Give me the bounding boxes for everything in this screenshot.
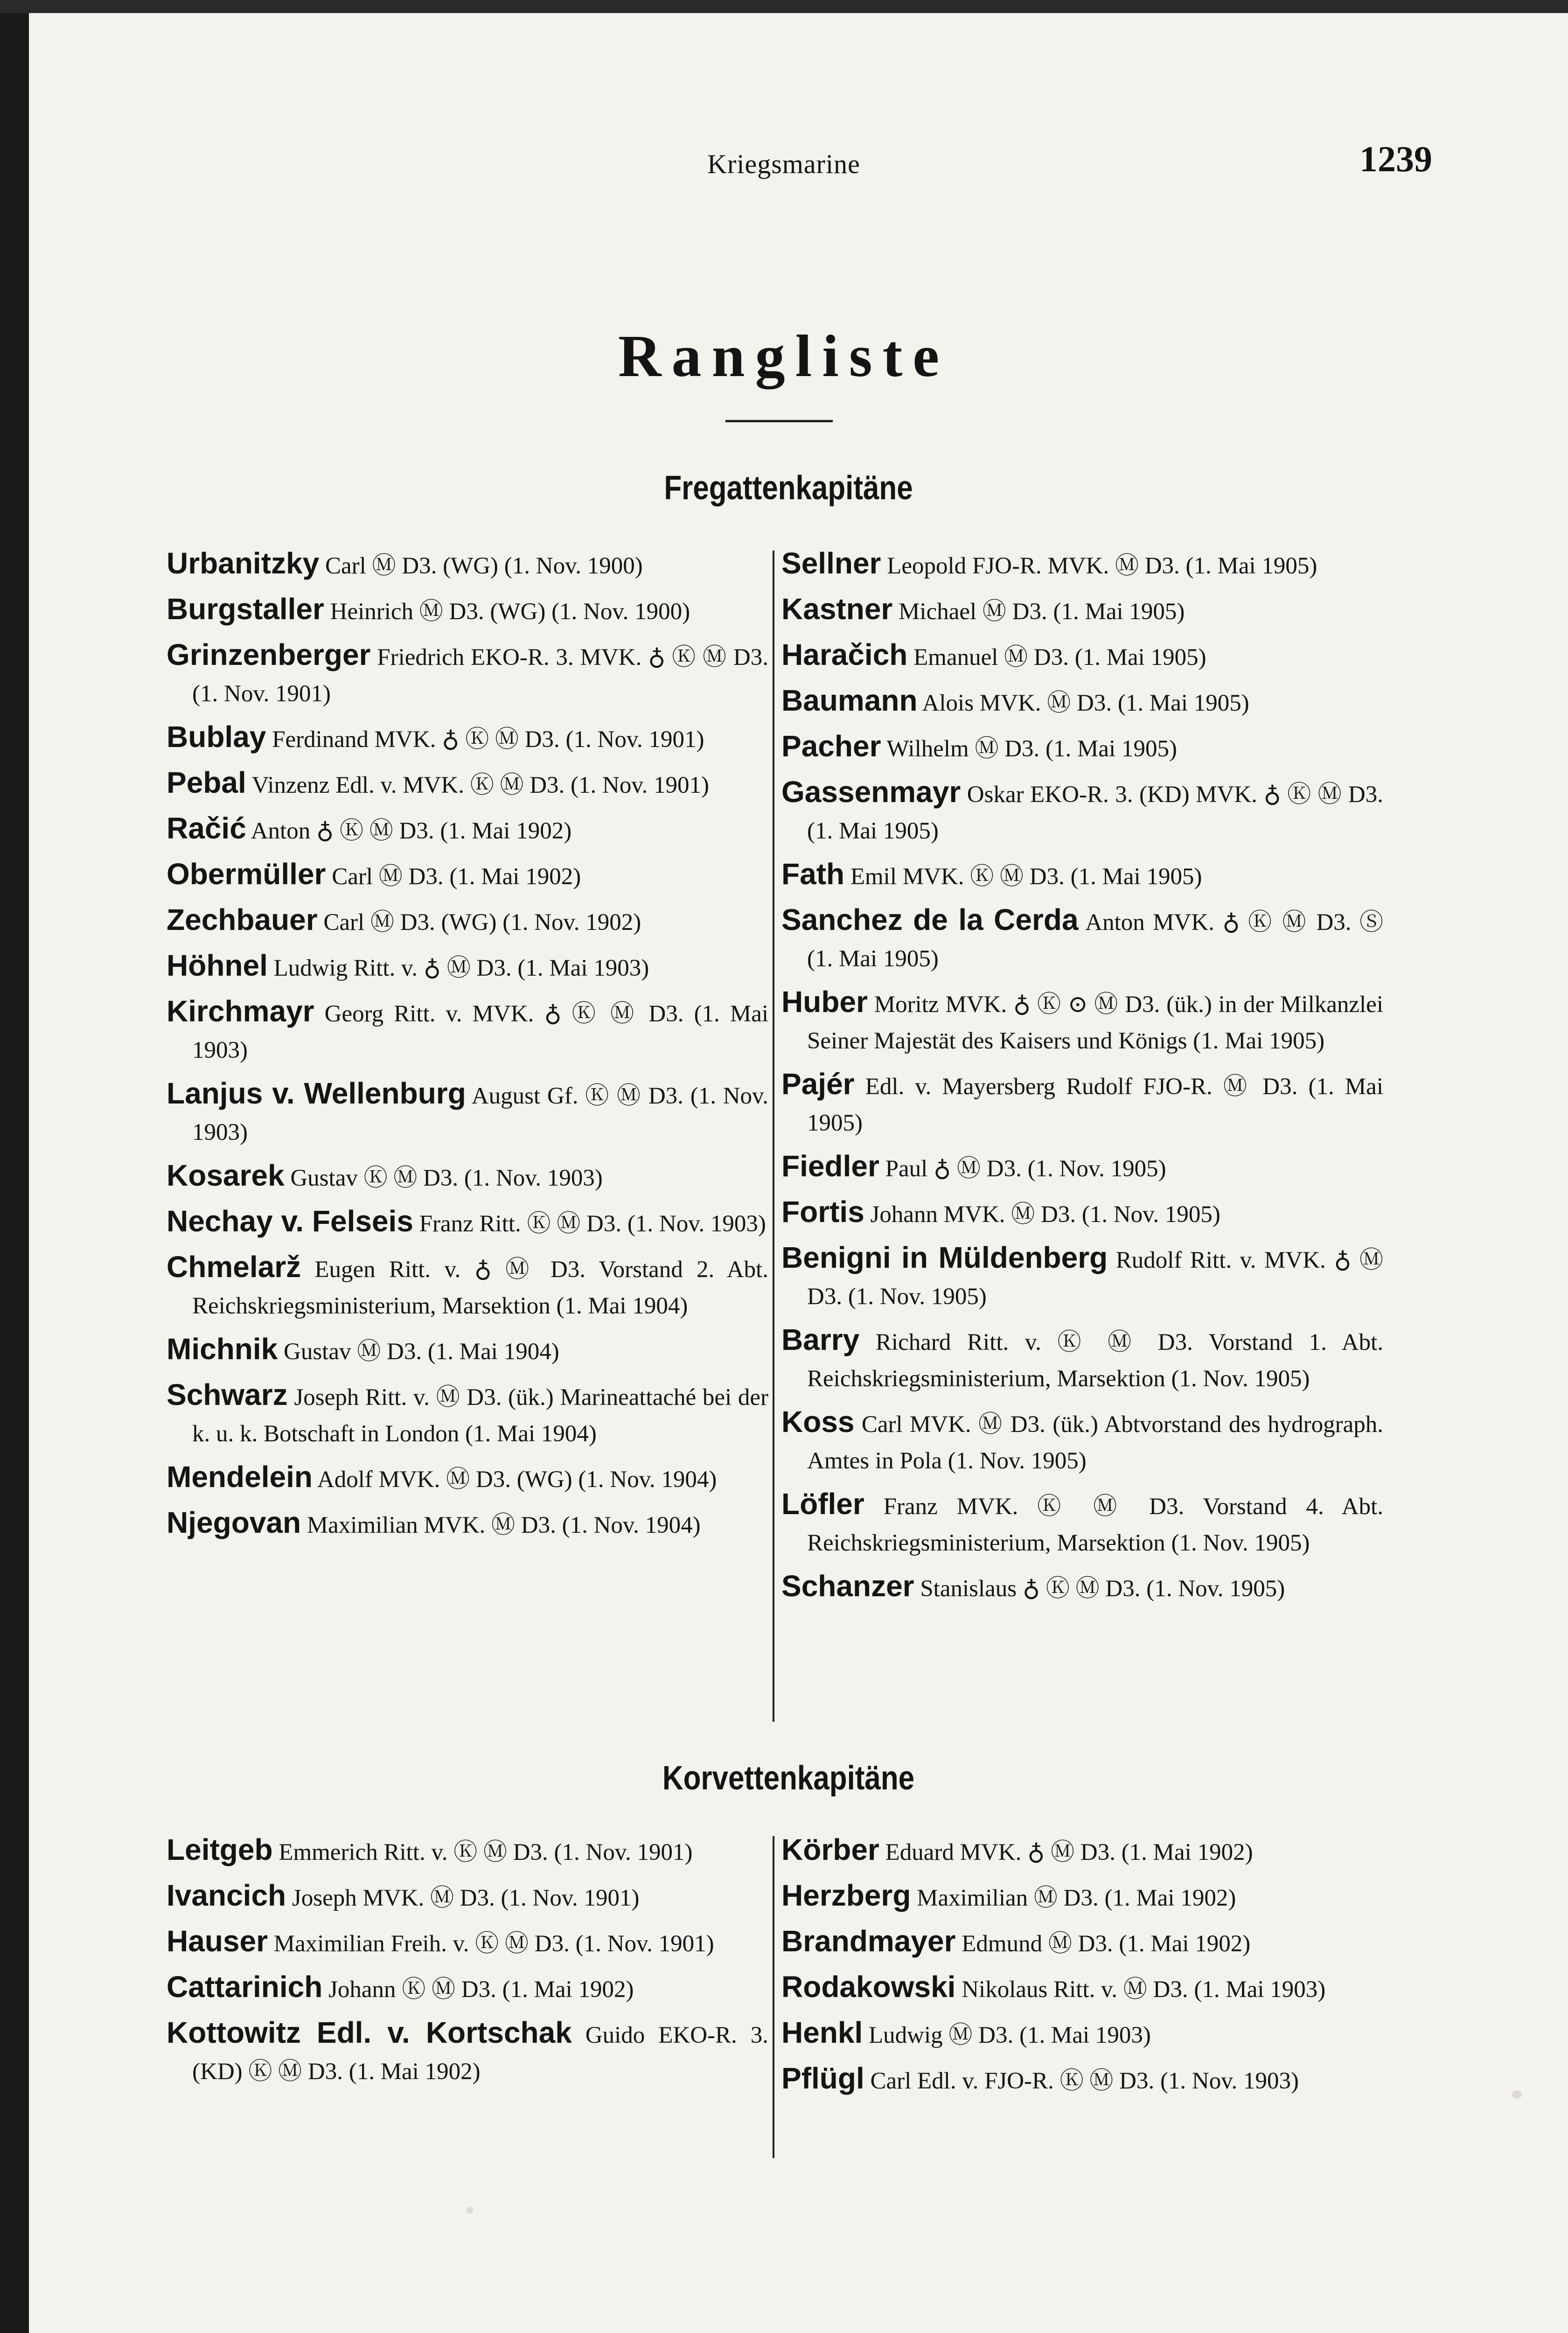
officer-surname: Schwarz <box>167 1378 288 1411</box>
roster-entry <box>781 591 1383 630</box>
officer-details: Johann Ⓚ Ⓜ D3. (1. Mai 1902) <box>328 1977 634 2003</box>
officer-details: Wilhelm Ⓜ D3. (1. Mai 1905) <box>886 736 1177 762</box>
officer-details: Franz Ritt. Ⓚ Ⓜ D3. (1. Nov. 1903) <box>419 1211 766 1237</box>
section-heading-korvettenkapitaene: Korvettenkapitäne <box>662 1760 915 1797</box>
officer-surname: Koss <box>781 1405 855 1439</box>
officer-surname: Cattarinich <box>167 1970 323 2004</box>
officer-details: Edmund Ⓜ D3. (1. Mai 1902) <box>962 1931 1251 1957</box>
roster-entry <box>781 1321 1383 1397</box>
officer-surname: Pebal <box>167 766 246 799</box>
officer-surname: Chmelarž <box>167 1250 301 1284</box>
title-rule <box>725 420 833 422</box>
officer-details: Paul ♁ Ⓜ D3. (1. Nov. 1905) <box>885 1156 1166 1182</box>
roster-entry <box>781 1239 1383 1315</box>
fregatten-left-column <box>167 545 768 1550</box>
roster-entry <box>167 591 768 630</box>
section-heading-fregattenkapitaene: Fregattenkapitäne <box>664 469 913 507</box>
officer-details: Maximilian Ⓜ D3. (1. Mai 1902) <box>917 1885 1236 1911</box>
roster-entry <box>781 1194 1383 1233</box>
officer-surname: Sellner <box>781 546 881 580</box>
officer-surname: Brandmayer <box>781 1924 956 1958</box>
roster-entry <box>781 1969 1383 2008</box>
officer-details: Rudolf Ritt. v. MVK. ♁ Ⓜ D3. (1. Nov. 1905) <box>807 1247 1384 1310</box>
roster-entry <box>167 545 768 584</box>
officer-surname: Huber <box>781 985 868 1019</box>
roster-entry <box>781 636 1383 676</box>
officer-details: Johann MVK. Ⓜ D3. (1. Nov. 1905) <box>870 1201 1220 1228</box>
officer-details: Michael Ⓜ D3. (1. Mai 1905) <box>899 599 1185 625</box>
roster-entry <box>781 1877 1383 1916</box>
roster-entry <box>167 1075 768 1151</box>
fregatten-right-column <box>781 545 1383 1614</box>
page-number: 1239 <box>1359 139 1432 179</box>
officer-surname: Fiedler <box>781 1149 879 1183</box>
officer-surname: Schanzer <box>781 1569 914 1603</box>
page-title: Rangliste <box>618 323 949 389</box>
officer-surname: Zechbauer <box>167 903 318 936</box>
officer-surname: Kastner <box>781 592 893 626</box>
roster-entry <box>167 764 768 803</box>
roster-entry <box>167 1157 768 1196</box>
officer-surname: Račić <box>167 811 246 845</box>
officer-details: Franz MVK. Ⓚ Ⓜ D3. Vorstand 4. Abt. Reichskriegsministerium, Marsektion (1. Nov. 1905) <box>807 1494 1383 1556</box>
officer-surname: Höhnel <box>167 949 268 982</box>
officer-details: Friedrich EKO-R. 3. MVK. ♁ Ⓚ Ⓜ D3. (1. Nov. 1901) <box>192 644 769 707</box>
officer-surname: Körber <box>781 1833 879 1866</box>
roster-entry <box>781 984 1383 1059</box>
officer-surname: Henkl <box>781 2016 863 2049</box>
roster-entry <box>781 2060 1383 2099</box>
officer-surname: Rodakowski <box>781 1970 956 2004</box>
roster-entry <box>167 1459 768 1498</box>
officer-details: Emil MVK. Ⓚ Ⓜ D3. (1. Mai 1905) <box>850 864 1202 890</box>
roster-entry <box>781 1404 1383 1479</box>
officer-details: Carl Ⓜ D3. (1. Mai 1902) <box>332 864 581 890</box>
officer-details: Ludwig Ritt. v. ♁ Ⓜ D3. (1. Mai 1903) <box>273 955 649 981</box>
officer-surname: Burgstaller <box>167 592 324 626</box>
officer-surname: Gassenmayr <box>781 775 961 809</box>
officer-details: Oskar EKO-R. 3. (KD) MVK. ♁ Ⓚ Ⓜ D3. (1. Mai 1905) <box>807 782 1384 844</box>
officer-details: Maximilian Freih. v. Ⓚ Ⓜ D3. (1. Nov. 1901) <box>273 1931 714 1957</box>
officer-surname: Löfler <box>781 1487 864 1521</box>
officer-details: Eugen Ritt. v. ♁ Ⓜ D3. Vorstand 2. Abt. Reichskriegsministerium, Marsektion (1. Mai 1904) <box>192 1257 768 1319</box>
officer-details: Richard Ritt. v. Ⓚ Ⓜ D3. Vorstand 1. Abt. Reichskriegsministerium, Marsektion (1. Nov. 1905) <box>807 1329 1383 1392</box>
roster-entry <box>781 682 1383 721</box>
roster-entry <box>781 774 1383 849</box>
roster-entry <box>167 1331 768 1370</box>
officer-surname: Kosarek <box>167 1159 285 1192</box>
korvetten-left-column <box>167 1831 768 2096</box>
roster-entry <box>781 1148 1383 1187</box>
officer-details: Carl Edl. v. FJO-R. Ⓚ Ⓜ D3. (1. Nov. 1903) <box>870 2068 1299 2094</box>
roster-entry <box>781 1568 1383 1607</box>
page-top-edge <box>0 0 1568 13</box>
page-binding-edge <box>0 0 29 2333</box>
running-title: Kriegsmarine <box>707 149 860 179</box>
officer-surname: Urbanitzky <box>167 546 320 580</box>
paper-speck <box>1512 2090 1522 2099</box>
officer-details: Carl MVK. Ⓜ D3. (ük.) Abtvorstand des hydrograph. Amtes in Pola (1. Nov. 1905) <box>807 1411 1383 1474</box>
roster-entry <box>781 545 1383 584</box>
officer-surname: Kottowitz Edl. v. Kortschak <box>167 2016 572 2049</box>
officer-details: Vinzenz Edl. v. MVK. Ⓚ Ⓜ D3. (1. Nov. 1901) <box>251 772 710 798</box>
roster-entry <box>167 947 768 986</box>
column-divider <box>773 551 774 1722</box>
officer-details: Leopold FJO-R. MVK. Ⓜ D3. (1. Mai 1905) <box>887 553 1317 579</box>
officer-surname: Leitgeb <box>167 1833 273 1866</box>
roster-entry <box>781 2014 1383 2054</box>
officer-details: Joseph Ritt. v. Ⓜ D3. (ük.) Marineattaché bei der k. u. k. Botschaft in London (1. Mai 1904) <box>192 1384 768 1447</box>
officer-surname: Haračich <box>781 638 908 671</box>
korvetten-right-column <box>781 1831 1383 2106</box>
roster-entry <box>167 1831 768 1871</box>
officer-surname: Baumann <box>781 684 918 717</box>
officer-details: Emmerich Ritt. v. Ⓚ Ⓜ D3. (1. Nov. 1901) <box>279 1839 693 1865</box>
officer-details: Moritz MVK. ♁ Ⓚ ⊙ Ⓜ D3. (ük.) in der Milkanzlei Seiner Majestät des Kaisers und Königs (1. Mai 1905) <box>807 992 1383 1054</box>
roster-entry <box>167 993 768 1069</box>
officer-surname: Lanjus v. Wellenburg <box>167 1076 466 1110</box>
officer-surname: Sanchez de la Cerda <box>781 903 1079 936</box>
roster-entry <box>781 1831 1383 1871</box>
officer-details: Adolf MVK. Ⓜ D3. (WG) (1. Nov. 1904) <box>317 1467 717 1493</box>
officer-surname: Benigni in Müldenberg <box>781 1241 1108 1274</box>
officer-details: Gustav Ⓜ D3. (1. Mai 1904) <box>284 1339 559 1365</box>
roster-entry <box>167 810 768 849</box>
roster-entry <box>781 728 1383 767</box>
officer-details: Nikolaus Ritt. v. Ⓜ D3. (1. Mai 1903) <box>962 1977 1326 2003</box>
officer-details: August Gf. Ⓚ Ⓜ D3. (1. Nov. 1903) <box>192 1083 768 1146</box>
officer-surname: Obermüller <box>167 857 326 891</box>
officer-details: Emanuel Ⓜ D3. (1. Mai 1905) <box>913 644 1206 671</box>
roster-entry <box>167 901 768 941</box>
roster-entry <box>167 1877 768 1916</box>
officer-details: Carl Ⓜ D3. (WG) (1. Nov. 1900) <box>325 553 643 579</box>
roster-entry <box>167 856 768 895</box>
roster-entry <box>167 1969 768 2008</box>
officer-details: Joseph MVK. Ⓜ D3. (1. Nov. 1901) <box>292 1885 640 1911</box>
roster-entry <box>167 1376 768 1452</box>
roster-entry <box>781 901 1383 977</box>
officer-surname: Herzberg <box>781 1879 911 1912</box>
officer-details: Ferdinand MVK. ♁ Ⓚ Ⓜ D3. (1. Nov. 1901) <box>272 726 704 753</box>
officer-surname: Pflügl <box>781 2061 864 2095</box>
officer-details: Guido EKO-R. 3. (KD) Ⓚ Ⓜ D3. (1. Mai 1902) <box>192 2022 768 2085</box>
officer-surname: Fath <box>781 857 845 891</box>
roster-entry <box>781 1486 1383 1561</box>
officer-surname: Mendelein <box>167 1460 313 1494</box>
roster-entry <box>167 636 768 712</box>
roster-entry <box>167 1504 768 1544</box>
roster-entry <box>781 856 1383 895</box>
roster-entry <box>781 1066 1383 1141</box>
paper-speck <box>467 2207 473 2214</box>
officer-details: Alois MVK. Ⓜ D3. (1. Mai 1905) <box>922 690 1249 716</box>
officer-details: Carl Ⓜ D3. (WG) (1. Nov. 1902) <box>323 909 641 936</box>
officer-details: Anton MVK. ♁ Ⓚ Ⓜ D3. Ⓢ (1. Mai 1905) <box>807 909 1384 972</box>
roster-entry <box>167 1923 768 1962</box>
roster-entry <box>167 2014 768 2090</box>
column-divider <box>773 1836 774 2158</box>
officer-details: Anton ♁ Ⓚ Ⓜ D3. (1. Mai 1902) <box>251 818 572 844</box>
officer-surname: Nechay v. Felseis <box>167 1204 413 1238</box>
officer-surname: Grinzenberger <box>167 638 371 671</box>
officer-details: Heinrich Ⓜ D3. (WG) (1. Nov. 1900) <box>330 599 690 625</box>
officer-details: Gustav Ⓚ Ⓜ D3. (1. Nov. 1903) <box>290 1165 603 1191</box>
officer-surname: Fortis <box>781 1195 864 1229</box>
roster-entry <box>781 1923 1383 1962</box>
officer-details: Maximilian MVK. Ⓜ D3. (1. Nov. 1904) <box>307 1512 701 1538</box>
officer-surname: Bublay <box>167 720 266 754</box>
officer-details: Georg Ritt. v. MVK. ♁ Ⓚ Ⓜ D3. (1. Mai 1903) <box>192 1001 769 1063</box>
officer-surname: Hauser <box>167 1924 268 1958</box>
officer-surname: Ivancich <box>167 1879 286 1912</box>
roster-entry <box>167 1249 768 1324</box>
officer-surname: Pajér <box>781 1067 855 1101</box>
roster-entry <box>167 719 768 758</box>
officer-surname: Njegovan <box>167 1506 301 1539</box>
roster-entry <box>167 1203 768 1242</box>
officer-surname: Kirchmayr <box>167 994 314 1028</box>
officer-details: Stanislaus ♁ Ⓚ Ⓜ D3. (1. Nov. 1905) <box>920 1576 1285 1602</box>
officer-details: Eduard MVK. ♁ Ⓜ D3. (1. Mai 1902) <box>885 1839 1253 1865</box>
officer-details: Ludwig Ⓜ D3. (1. Mai 1903) <box>869 2022 1151 2048</box>
officer-surname: Michnik <box>167 1332 278 1366</box>
officer-surname: Pacher <box>781 729 881 763</box>
officer-details: Edl. v. Mayersberg Rudolf FJO-R. Ⓜ D3. (1. Mai 1905) <box>807 1074 1383 1136</box>
officer-surname: Barry <box>781 1323 860 1356</box>
